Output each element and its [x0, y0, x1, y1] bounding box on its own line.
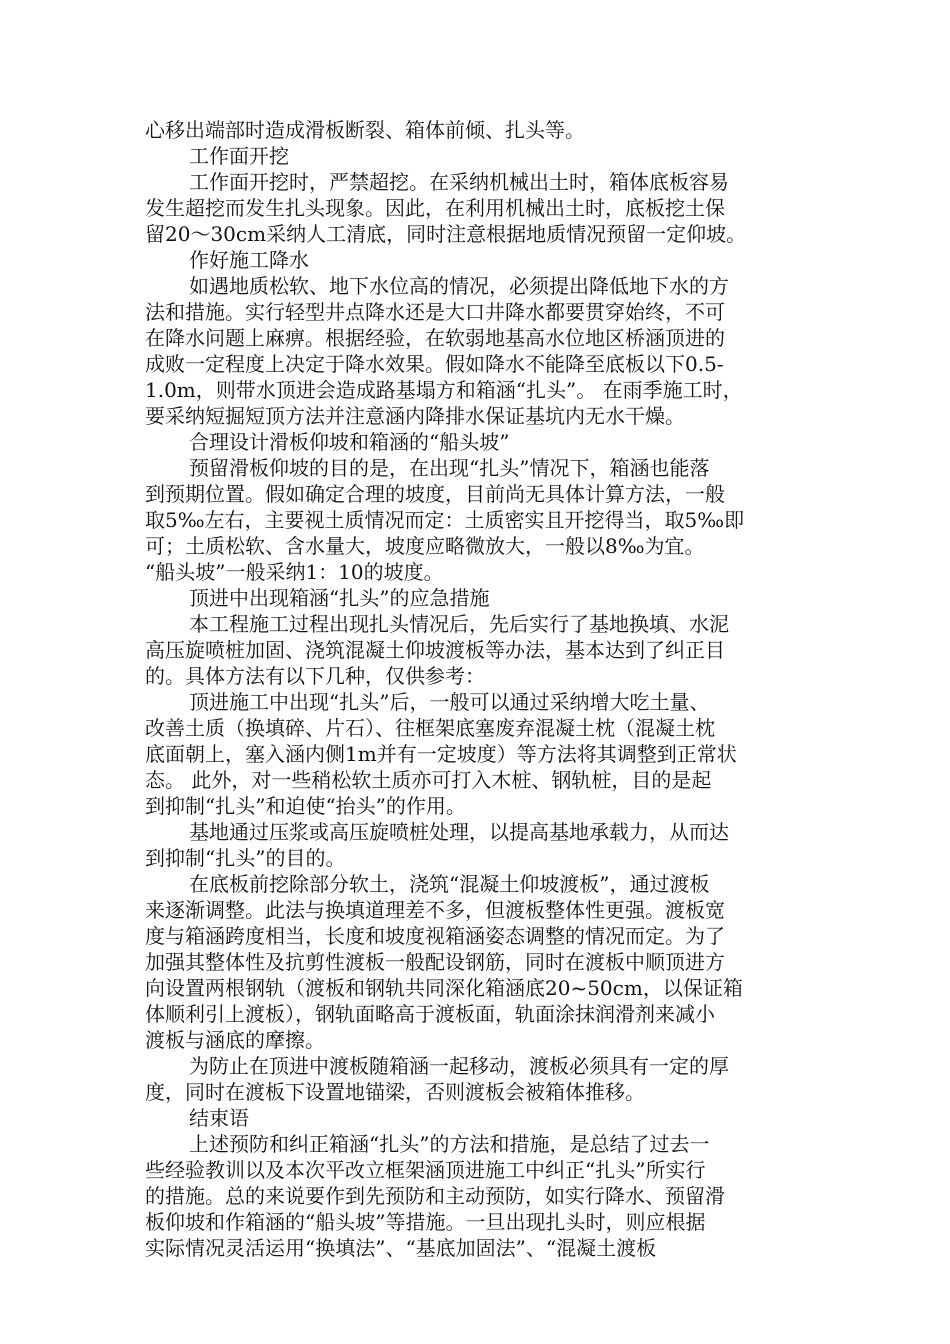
- text-line: 板仰坡和作箱涵的“船头坡”等措施。一旦出现扎头时，则应根据: [145, 1210, 706, 1234]
- text-line: 可；土质松软、含水量大，坡度应略微放大，一般以8‰为宜。: [145, 534, 705, 558]
- text-line: 态。 此外，对一些稍松软土质亦可打入木桩、钢轨桩，目的是起: [145, 768, 712, 792]
- text-line: 结束语: [189, 1106, 249, 1130]
- document-body: [145, 117, 805, 1261]
- text-line: 来逐渐调整。此法与换填道理差不多，但渡板整体性更强。渡板宽: [145, 898, 725, 922]
- text-line: 的措施。总的来说要作到先预防和主动预防，如实行降水、预留滑: [145, 1184, 725, 1208]
- text-line: 要采纳短掘短顶方法并注意涵内降排水保证基坑内无水干燥。: [145, 404, 685, 428]
- text-line: 顶进中出现箱涵“扎头”的应急措施: [189, 586, 490, 610]
- text-line: 高压旋喷桩加固、浇筑混凝土仰坡渡板等办法，基本达到了纠正目: [145, 638, 725, 662]
- text-line: 为防止在顶进中渡板随箱涵一起移动，渡板必须具有一定的厚: [189, 1054, 729, 1078]
- text-line: 在底板前挖除部分软土，浇筑“混凝土仰坡渡板”，通过渡板: [189, 872, 710, 896]
- text-line: 到抑制“扎头”和迫使“抬头”的作用。: [145, 794, 466, 818]
- text-line: 发生超挖而发生扎头现象。因此，在利用机械出土时，底板挖土保: [145, 196, 725, 220]
- text-line: 向设置两根钢轨（渡板和钢轨共同深化箱涵底20~50cm，以保证箱: [145, 976, 743, 1000]
- text-line: 底面朝上，塞入涵内侧1m并有一定坡度）等方法将其调整到正常状: [145, 742, 737, 766]
- text-line: 工作面开挖时，严禁超挖。在采纳机械出土时，箱体底板容易: [189, 170, 729, 194]
- text-line: 基地通过压浆或高压旋喷桩处理，以提高基地承载力，从而达: [189, 820, 729, 844]
- text-line: 到抑制“扎头”的目的。: [145, 846, 346, 870]
- text-line: 心移出端部时造成滑板断裂、箱体前倾、扎头等。: [145, 118, 585, 142]
- text-line: 预留滑板仰坡的目的是，在出现“扎头”情况下，箱涵也能落: [189, 456, 710, 480]
- text-line: 度与箱涵跨度相当，长度和坡度视箱涵姿态调整的情况而定。为了: [145, 924, 725, 948]
- text-line: 工作面开挖: [189, 144, 289, 168]
- text-line: 顶进施工中出现“扎头”后，一般可以通过采纳增大吃土量、: [189, 690, 710, 714]
- text-line: 作好施工降水: [189, 248, 309, 272]
- text-line: 的。具体方法有以下几种，仅供参考：: [145, 664, 485, 688]
- text-line: 实际情况灵活运用“换填法”、“基底加固法”、“混凝土渡板: [145, 1236, 657, 1260]
- text-line: 本工程施工过程出现扎头情况后，先后实行了基地换填、水泥: [189, 612, 729, 636]
- text-line: 成败一定程度上决定于降水效果。假如降水不能降至底板以下0.5-: [145, 352, 724, 376]
- text-line: 上述预防和纠正箱涵“扎头”的方法和措施，是总结了过去一: [189, 1132, 710, 1156]
- text-line: 些经验教训以及本次平改立框架涵顶进施工中纠正“扎头”所实行: [145, 1158, 706, 1182]
- text-line: 1.0m，则带水顶进会造成路基塌方和箱涵“扎头”。 在雨季施工时，: [145, 378, 743, 402]
- text-line: 取5‰左右，主要视土质情况而定：土质密实且开挖得当，取5‰即: [145, 508, 745, 532]
- text-line: “船头坡”一般采纳1：10的坡度。: [145, 560, 444, 584]
- text-line: 如遇地质松软、地下水位高的情况，必须提出降低地下水的方: [189, 274, 729, 298]
- text-line: 加强其整体性及抗剪性渡板一般配设钢筋，同时在渡板中顺顶进方: [145, 950, 725, 974]
- text-line: 合理设计滑板仰坡和箱涵的“船头坡”: [189, 430, 510, 454]
- text-line: 渡板与涵底的摩擦。: [145, 1028, 325, 1052]
- text-line: 法和措施。实行轻型井点降水还是大口井降水都要贯穿始终，不可: [145, 300, 725, 324]
- text-line: 改善土质（换填碎、片石）、往框架底塞废弃混凝土枕（混凝土枕: [145, 716, 715, 740]
- text-line: 体顺利引上渡板），钢轨面略高于渡板面，轨面涂抹润滑剂来减小: [145, 1002, 715, 1026]
- text-line: 在降水问题上麻痹。根据经验，在软弱地基高水位地区桥涵顶进的: [145, 326, 725, 350]
- text-line: 留20～30cm采纳人工清底，同时注意根据地质情况预留一定仰坡。: [145, 222, 747, 246]
- text-line: 度，同时在渡板下设置地锚梁，否则渡板会被箱体推移。: [145, 1080, 645, 1104]
- text-line: 到预期位置。假如确定合理的坡度，目前尚无具体计算方法，一般: [145, 482, 725, 506]
